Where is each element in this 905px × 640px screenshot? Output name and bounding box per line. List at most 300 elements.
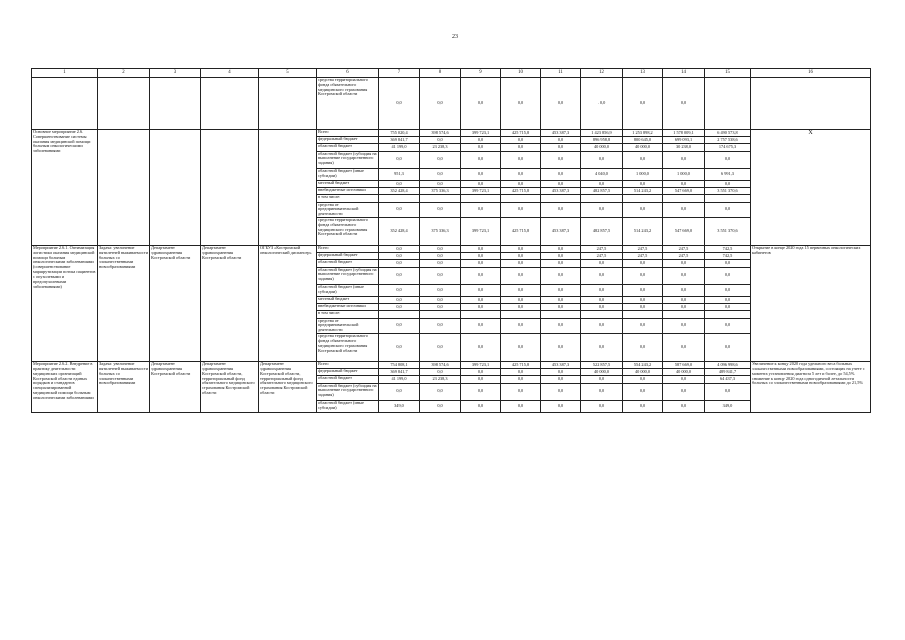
source-cell: местный бюджет xyxy=(317,181,379,188)
value-cell: 0,0 xyxy=(623,376,663,383)
source-cell: в том числе: xyxy=(317,311,379,318)
value-cell xyxy=(379,311,420,318)
header-cell: 15 xyxy=(705,69,751,78)
value-cell xyxy=(581,195,623,202)
value-cell: 0,0 xyxy=(663,401,705,413)
value-cell: 0,0 xyxy=(420,267,461,284)
value-cell: 2 757 538,6 xyxy=(705,137,751,144)
value-cell: 0,0 xyxy=(501,137,541,144)
value-cell: 0,0 xyxy=(623,78,663,130)
source-cell: средства территориального фонда обязательного медицинского страхования Костромской области xyxy=(317,334,379,362)
value-cell: 0,0 xyxy=(623,383,663,400)
value-cell: 0,0 xyxy=(541,318,581,333)
value-cell: 0,0 xyxy=(623,202,663,217)
value-cell xyxy=(420,195,461,202)
value-cell: 0,0 xyxy=(663,267,705,284)
value-cell: 0,0 xyxy=(461,181,501,188)
value-cell xyxy=(541,195,581,202)
value-cell: 0,0 xyxy=(420,369,461,376)
value-cell: 755 020,4 xyxy=(379,130,420,137)
value-cell: 0,0 xyxy=(541,151,581,168)
value-cell: 0,0 xyxy=(420,253,461,260)
value-cell: 399 723,1 xyxy=(461,362,501,369)
block-col-4 xyxy=(201,130,259,246)
value-cell: 0,0 xyxy=(420,260,461,267)
value-cell xyxy=(461,195,501,202)
value-cell: 0,0 xyxy=(623,334,663,362)
value-cell: 0,0 xyxy=(379,297,420,304)
header-cell: 5 xyxy=(259,69,317,78)
header-cell: 11 xyxy=(541,69,581,78)
source-cell: областной бюджет (субсидия на выполнение государственного задания) xyxy=(317,151,379,168)
value-cell: 425 715,8 xyxy=(501,188,541,195)
value-cell: 0,0 xyxy=(461,304,501,311)
value-cell: 375 336,3 xyxy=(420,218,461,246)
table-row xyxy=(32,130,871,137)
value-cell: 349,0 xyxy=(379,401,420,413)
header-cell: 7 xyxy=(379,69,420,78)
value-cell: 547 669,0 xyxy=(663,188,705,195)
value-cell: 0,0 xyxy=(501,78,541,130)
value-cell: 0,0 xyxy=(461,144,501,151)
table-row xyxy=(32,78,871,130)
block-col-2 xyxy=(98,130,150,246)
block-col-1: Мероприятие 2.6.1. Оптимизация логистики оказания медицинской помощи больным онкологическими заболеваниями (совершенствование маршрутизации потока пациентов с опухолевыми и предопухолевыми заболеваниями) xyxy=(32,246,98,362)
value-cell xyxy=(705,311,751,318)
value-cell: 0,0 xyxy=(581,401,623,413)
source-cell: Всего xyxy=(317,362,379,369)
value-cell: 514 243,2 xyxy=(623,188,663,195)
value-cell: 0,0 xyxy=(420,78,461,130)
value-cell: 1 578 009,1 xyxy=(663,130,705,137)
value-cell: 0,0 xyxy=(541,267,581,284)
value-cell: 0,0 xyxy=(501,151,541,168)
empty-cell xyxy=(98,78,150,130)
value-cell: 398 574,6 xyxy=(420,130,461,137)
value-cell: 247,5 xyxy=(581,253,623,260)
block-col-4: Департамент здравоохранения Костромской области, территориальный фонд обязательного медицинского страхования Костромской области xyxy=(201,362,259,413)
value-cell: 0,0 xyxy=(581,304,623,311)
value-cell: 0,0 xyxy=(420,383,461,400)
value-cell: 0,0 xyxy=(501,318,541,333)
value-cell: 0,0 xyxy=(501,334,541,362)
value-cell: 0,0 xyxy=(379,246,420,253)
value-cell: 0,0 xyxy=(623,318,663,333)
value-cell: 0,0 xyxy=(581,318,623,333)
value-cell xyxy=(501,195,541,202)
value-cell: 0,0 xyxy=(501,144,541,151)
value-cell: 0,0 xyxy=(501,253,541,260)
value-cell: 0,0 xyxy=(461,285,501,297)
value-cell: 554 243,2 xyxy=(623,362,663,369)
value-cell: 0,0 xyxy=(379,285,420,297)
block-col-1: Мероприятие 2.6.2. Внедрение в практику деятельности медицинских организаций Костромской области единых порядков и стандартов специализированной медицинской помощи больным онкологическими заболеваниями xyxy=(32,362,98,413)
value-cell: 0,0 xyxy=(501,260,541,267)
value-cell: 399 723,1 xyxy=(461,218,501,246)
value-cell: 425 715,8 xyxy=(501,130,541,137)
value-cell: 352 428,4 xyxy=(379,188,420,195)
value-cell: 0,0 xyxy=(461,202,501,217)
value-cell: 453 387,3 xyxy=(541,218,581,246)
value-cell: 0,0 xyxy=(581,202,623,217)
header-cell: 8 xyxy=(420,69,461,78)
value-cell: 0,0 xyxy=(581,267,623,284)
value-cell: 0,0 xyxy=(501,297,541,304)
value-cell: 0,0 xyxy=(461,383,501,400)
value-cell: 41 199,0 xyxy=(379,376,420,383)
header-cell: 13 xyxy=(623,69,663,78)
value-cell: 0,0 xyxy=(420,202,461,217)
value-cell: 0,0 xyxy=(420,246,461,253)
value-cell: 0,0 xyxy=(705,285,751,297)
value-cell: 40 000,0 xyxy=(581,144,623,151)
block-col-3: Департамент здравоохранения Костромской области xyxy=(150,362,201,413)
value-cell: 0,0 xyxy=(541,78,581,130)
value-cell: 951,3 xyxy=(379,168,420,180)
value-cell: 0,0 xyxy=(623,401,663,413)
value-cell: 0,0 xyxy=(461,260,501,267)
value-cell: 0,0 xyxy=(663,297,705,304)
value-cell: 1 000,0 xyxy=(623,168,663,180)
value-cell: 3 551 370,6 xyxy=(705,188,751,195)
source-cell: средства от предпринимательской деятельности xyxy=(317,202,379,217)
value-cell: 0,0 xyxy=(705,297,751,304)
value-cell: 4 040,0 xyxy=(581,168,623,180)
value-cell: 0,0 xyxy=(541,253,581,260)
value-cell: 0,0 xyxy=(541,202,581,217)
source-cell: местный бюджет xyxy=(317,297,379,304)
value-cell: 369 841,7 xyxy=(379,369,420,376)
value-cell: 547 669,0 xyxy=(663,218,705,246)
source-cell: средства территориального фонда обязательного медицинского страхования Костромской области xyxy=(317,218,379,246)
value-cell: 0,0 xyxy=(461,168,501,180)
value-cell: 0,0 xyxy=(541,369,581,376)
value-cell: 742,5 xyxy=(705,246,751,253)
value-cell: 0,0 xyxy=(379,181,420,188)
header-cell: 16 xyxy=(751,69,871,78)
value-cell: 0,0 xyxy=(541,168,581,180)
value-cell: 0,0 xyxy=(663,376,705,383)
value-cell: 754 808,1 xyxy=(379,362,420,369)
value-cell: 587 669,0 xyxy=(663,362,705,369)
value-cell: 23 238,3 xyxy=(420,144,461,151)
source-cell: внебюджетные источники xyxy=(317,188,379,195)
value-cell: 453 387,3 xyxy=(541,188,581,195)
header-cell: 3 xyxy=(150,69,201,78)
value-cell: 0,0 xyxy=(420,181,461,188)
source-cell: федеральный бюджет xyxy=(317,253,379,260)
value-cell: 0,0 xyxy=(663,285,705,297)
source-cell: Всего xyxy=(317,246,379,253)
value-cell: 4 096 998,6 xyxy=(705,362,751,369)
source-cell: внебюджетные источники xyxy=(317,304,379,311)
source-cell: областной бюджет (иные субсидии) xyxy=(317,401,379,413)
value-cell: 64 437,3 xyxy=(705,376,751,383)
source-cell: областной бюджет xyxy=(317,144,379,151)
value-cell: 0,0 xyxy=(461,151,501,168)
value-cell: 0,0 xyxy=(420,297,461,304)
value-cell: 0,0 xyxy=(705,304,751,311)
value-cell: 174 675,3 xyxy=(705,144,751,151)
empty-cell xyxy=(150,78,201,130)
note-cell: X xyxy=(751,130,871,246)
value-cell: 0,0 xyxy=(705,267,751,284)
value-cell: 0,0 xyxy=(501,401,541,413)
value-cell: 0,0 xyxy=(379,253,420,260)
value-cell: 896 958,8 xyxy=(581,137,623,144)
value-cell: 0,0 xyxy=(581,151,623,168)
value-cell: 0,0 xyxy=(663,260,705,267)
value-cell: 0,0 xyxy=(461,78,501,130)
value-cell: 1 423 856,9 xyxy=(581,130,623,137)
value-cell: 0,0 xyxy=(420,334,461,362)
value-cell: 514 243,2 xyxy=(623,218,663,246)
source-cell: областной бюджет (иные субсидии) xyxy=(317,285,379,297)
value-cell xyxy=(623,195,663,202)
source-cell: областной бюджет xyxy=(317,376,379,383)
value-cell xyxy=(663,311,705,318)
value-cell: 0,0 xyxy=(705,334,751,362)
value-cell: 0,0 xyxy=(581,376,623,383)
block-col-3 xyxy=(150,130,201,246)
value-cell: 375 336,3 xyxy=(420,188,461,195)
source-cell: Всего xyxy=(317,130,379,137)
value-cell: 40 000,0 xyxy=(623,144,663,151)
value-cell: 41 199,0 xyxy=(379,144,420,151)
value-cell: 0,0 xyxy=(379,383,420,400)
value-cell: 369 841,7 xyxy=(379,137,420,144)
value-cell: 0,0 xyxy=(461,246,501,253)
value-cell: 349,0 xyxy=(705,401,751,413)
value-cell: 0,0 xyxy=(461,318,501,333)
block-col-1: Основное мероприятие 2.6. Совершенствование системы оказания медицинской помощи больным онкологическими заболеваниями xyxy=(32,130,98,246)
value-cell: 425 715,8 xyxy=(501,218,541,246)
value-cell: 800 645,0 xyxy=(623,137,663,144)
block-col-5: ОГБУЗ «Костромской онкологический диспансер» xyxy=(259,246,317,362)
value-cell: 247,5 xyxy=(623,246,663,253)
value-cell: 352 428,4 xyxy=(379,218,420,246)
value-cell: 0,0 xyxy=(379,78,420,130)
block-col-5 xyxy=(259,130,317,246)
value-cell: 0,0 xyxy=(705,151,751,168)
source-cell: средства от предпринимательской деятельности xyxy=(317,318,379,333)
value-cell: 0,0 xyxy=(379,304,420,311)
value-cell: 0,0 xyxy=(541,137,581,144)
value-cell: 0,0 xyxy=(461,253,501,260)
value-cell: 0,0 xyxy=(581,181,623,188)
value-cell: 0,0 xyxy=(705,181,751,188)
empty-cell xyxy=(259,78,317,130)
value-cell xyxy=(379,195,420,202)
value-cell: 0,0 xyxy=(379,202,420,217)
value-cell: 247,5 xyxy=(581,246,623,253)
value-cell xyxy=(501,311,541,318)
value-cell: 398 574,6 xyxy=(420,362,461,369)
value-cell: 0,0 xyxy=(379,334,420,362)
note-cell: Открытие в конце 2020 года 15 первичных онкологических кабинетов xyxy=(751,246,871,362)
block-col-4: Департамент здравоохранения Костромской области xyxy=(201,246,259,362)
value-cell: 40 000,0 xyxy=(663,369,705,376)
value-cell: 0,0 xyxy=(581,297,623,304)
value-cell: 0,0 xyxy=(461,376,501,383)
source-cell: областной бюджет (иные субсидии) xyxy=(317,168,379,180)
value-cell: 0,0 xyxy=(379,318,420,333)
value-cell: 1 000,0 xyxy=(663,168,705,180)
value-cell: 0,0 xyxy=(705,383,751,400)
value-cell: 0,0 xyxy=(663,318,705,333)
value-cell: 0,0 xyxy=(461,137,501,144)
value-cell: 0,0 xyxy=(501,304,541,311)
value-cell: 0,0 xyxy=(541,260,581,267)
value-cell: 0,0 xyxy=(623,304,663,311)
header-cell: 14 xyxy=(663,69,705,78)
value-cell: 0,0 xyxy=(623,297,663,304)
header-cell: 9 xyxy=(461,69,501,78)
value-cell xyxy=(541,311,581,318)
value-cell: 0,0 xyxy=(705,260,751,267)
value-cell: 453 387,3 xyxy=(541,130,581,137)
header-cell: 1 xyxy=(32,69,98,78)
value-cell: 0,0 xyxy=(501,202,541,217)
value-cell: 425 715,8 xyxy=(501,362,541,369)
empty-cell xyxy=(32,78,98,130)
value-cell: 6 991,3 xyxy=(705,168,751,180)
value-cell: 0,0 xyxy=(501,267,541,284)
block-col-5: Департамент здравоохранения Костромской области, территориальный фонд обязательного медицинского страхования Костромской области xyxy=(259,362,317,413)
header-cell: 6 xyxy=(317,69,379,78)
value-cell: 0,0 xyxy=(501,376,541,383)
value-cell: 247,5 xyxy=(663,246,705,253)
value-cell: 40 000,0 xyxy=(581,369,623,376)
value-cell: 0,0 xyxy=(379,260,420,267)
value-cell: 0,0 xyxy=(541,401,581,413)
value-cell: 0,0 xyxy=(461,267,501,284)
value-cell: 0,0 xyxy=(663,151,705,168)
value-cell: 0,0 xyxy=(461,297,501,304)
value-cell: 0,0 xyxy=(541,144,581,151)
value-cell: 0,0 xyxy=(705,318,751,333)
value-cell: 0,0 xyxy=(501,369,541,376)
budget-table xyxy=(31,68,871,413)
header-cell: 2 xyxy=(98,69,150,78)
value-cell: 0,0 xyxy=(420,168,461,180)
value-cell: 453 387,3 xyxy=(541,362,581,369)
value-cell: 742,5 xyxy=(705,253,751,260)
value-cell: 0,0 xyxy=(501,181,541,188)
value-cell: 23 238,3 xyxy=(420,376,461,383)
value-cell: 3 551 370,6 xyxy=(705,218,751,246)
block-col-2: Задача: увеличение пятилетней выживаемости больных со злокачественными новообразованиями xyxy=(98,246,150,362)
value-cell: 0,0 xyxy=(663,383,705,400)
value-cell: 0,0 xyxy=(663,334,705,362)
value-cell: 0,0 xyxy=(541,383,581,400)
source-cell: областной бюджет (субсидия на выполнение государственного задания) xyxy=(317,267,379,284)
value-cell: 0,0 xyxy=(420,151,461,168)
value-cell: 482 857,5 xyxy=(581,188,623,195)
header-cell: 10 xyxy=(501,69,541,78)
value-cell: 0,0 xyxy=(501,383,541,400)
value-cell: . 0,0 xyxy=(581,78,623,130)
source-cell: областной бюджет xyxy=(317,260,379,267)
value-cell: 0,0 xyxy=(420,285,461,297)
value-cell: 0,0 xyxy=(541,376,581,383)
value-cell: 399 723,1 xyxy=(461,188,501,195)
value-cell xyxy=(623,311,663,318)
value-cell xyxy=(420,311,461,318)
header-row xyxy=(32,69,871,78)
value-cell: 0,0 xyxy=(581,383,623,400)
value-cell: 0,0 xyxy=(501,246,541,253)
value-cell: 0,0 xyxy=(581,334,623,362)
value-cell: 0,0 xyxy=(663,202,705,217)
value-cell: 0,0 xyxy=(541,181,581,188)
header-cell: 4 xyxy=(201,69,259,78)
empty-cell xyxy=(201,78,259,130)
value-cell: 699 093,1 xyxy=(663,137,705,144)
value-cell: 30 238,0 xyxy=(663,144,705,151)
value-cell: 0,0 xyxy=(461,334,501,362)
value-cell: 0,0 xyxy=(501,285,541,297)
value-cell: 0,0 xyxy=(501,168,541,180)
value-cell xyxy=(581,311,623,318)
value-cell: 6 490 573,8 xyxy=(705,130,751,137)
value-cell xyxy=(705,195,751,202)
value-cell: 0,0 xyxy=(623,285,663,297)
value-cell: 0,0 xyxy=(623,151,663,168)
value-cell: 0,0 xyxy=(623,267,663,284)
value-cell: 0,0 xyxy=(541,334,581,362)
value-cell: 0,0 xyxy=(461,369,501,376)
empty-cell xyxy=(705,78,751,130)
value-cell: 0,0 xyxy=(581,285,623,297)
header-cell: 12 xyxy=(581,69,623,78)
value-cell: 482 857,5 xyxy=(581,218,623,246)
value-cell: 0,0 xyxy=(623,260,663,267)
value-cell: 0,0 xyxy=(663,181,705,188)
value-cell: 0,0 xyxy=(379,151,420,168)
block-col-2: Задача: увеличение пятилетней выживаемости больных со злокачественными новообразованиями xyxy=(98,362,150,413)
value-cell: 0,0 xyxy=(663,304,705,311)
note-cell: Увеличение к концу 2020 года удельного веса больных злокачественными новообразованиями, состоящих на учете с момента установления диагноза 5 лет и более, до 54,5% снижение к концу 2020 года одногодичной летальности больных со злокачественными новообразованиями до 21,5% xyxy=(751,362,871,413)
value-cell: 0,0 xyxy=(581,260,623,267)
source-cell: средства территориального фонда обязательного медицинского страхования Костромской области xyxy=(317,78,379,130)
source-cell: федеральный бюджет xyxy=(317,369,379,376)
value-cell: 0,0 xyxy=(541,297,581,304)
value-cell xyxy=(461,311,501,318)
value-cell: 522 857,5 xyxy=(581,362,623,369)
value-cell xyxy=(663,195,705,202)
source-cell: областной бюджет (субсидия на выполнение государственного задания) xyxy=(317,383,379,400)
source-cell: федеральный бюджет xyxy=(317,137,379,144)
value-cell: 0,0 xyxy=(541,246,581,253)
value-cell: 0,0 xyxy=(420,318,461,333)
value-cell: 40 000,0 xyxy=(623,369,663,376)
value-cell: 0,0 xyxy=(623,181,663,188)
value-cell: 399 723,1 xyxy=(461,130,501,137)
value-cell: 247,5 xyxy=(623,253,663,260)
value-cell: 489 841,7 xyxy=(705,369,751,376)
value-cell: 0,0 xyxy=(663,78,705,130)
value-cell: 247,5 xyxy=(663,253,705,260)
empty-cell xyxy=(751,78,871,130)
block-col-3: Департамент здравоохранения Костромской области xyxy=(150,246,201,362)
source-cell: в том числе: xyxy=(317,195,379,202)
table-row xyxy=(32,246,871,253)
page-number: 23 xyxy=(452,34,458,40)
value-cell: 0,0 xyxy=(541,285,581,297)
value-cell: 0,0 xyxy=(420,137,461,144)
value-cell: 0,0 xyxy=(420,304,461,311)
